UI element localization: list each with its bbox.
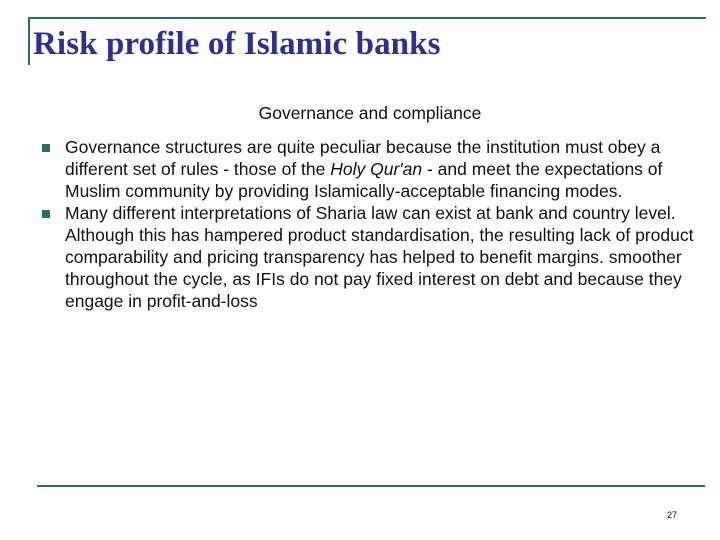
title-left-rule: [28, 17, 30, 65]
bullet-sharia: [42, 202, 702, 312]
bullet-text: Many different interpretations of Sharia law can exist at bank and country level. Although this has hampered product standardisation, the resulting lack of product comparability and pricing transparency has helped to benefit margins. smoother throughout the cycle, as IFIs do not pay fixed interest on debt and because they engage in profit-and-loss: [65, 203, 694, 311]
page-number: 27: [666, 510, 677, 520]
slide-title: Risk profile of Islamic banks: [33, 26, 441, 62]
bullet-text-start: Governance structures are quite peculiar because the institution must obey a different set of rules - those of the: [65, 137, 661, 179]
bullet-governance: [42, 136, 702, 202]
section-subtitle: Governance and compliance: [258, 103, 482, 123]
bullet-emphasis: Holy Qur'an: [330, 159, 423, 179]
bullet-text-end: - and meet the expectations of Muslim community by providing Islamically-acceptable financing modes.: [65, 159, 663, 201]
square-bullet-icon: [42, 210, 50, 218]
square-bullet-icon: [42, 144, 50, 152]
bullet-list: [42, 136, 702, 312]
title-top-rule: [28, 17, 706, 19]
footer-rule: [37, 485, 705, 487]
